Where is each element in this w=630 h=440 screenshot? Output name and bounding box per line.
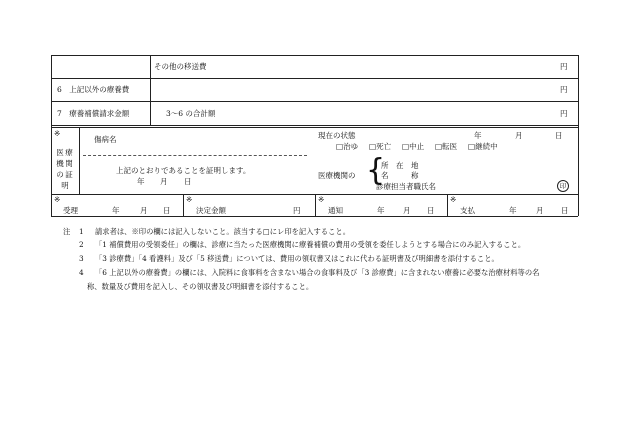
status-month: 月	[515, 131, 523, 140]
side-char: の	[56, 170, 64, 179]
payment-year: 年	[509, 206, 517, 215]
notice-year: 年	[377, 206, 385, 215]
note-3: 「3 診療費」「4 看護料」及び「5 移送費」については、費用の領収書又はこれに代わる証明書及び明細書を添付すること。	[95, 254, 499, 263]
side-char: 関	[65, 159, 73, 168]
side-char: 明	[61, 181, 69, 190]
address-label: 所 在 地	[381, 161, 419, 170]
check-cured[interactable]: □治ゆ	[336, 142, 359, 151]
seal-mark: 印	[557, 180, 569, 192]
institution-label: 医療機関の	[318, 171, 356, 180]
side-char: 医	[56, 148, 64, 157]
side-char: 機	[56, 159, 64, 168]
check-transfer[interactable]: □転医	[435, 142, 458, 151]
decision-mark: ※	[186, 195, 193, 204]
status-year: 年	[474, 131, 482, 140]
receipt-day: 日	[163, 206, 171, 215]
payment-day: 日	[561, 206, 569, 215]
doctor-label: 診療担当者職氏名	[376, 182, 436, 191]
receipt-mark: ※	[54, 195, 61, 204]
check-died[interactable]: □死亡	[369, 142, 392, 151]
note-1-number: 1	[79, 227, 84, 236]
notice-day: 日	[427, 206, 435, 215]
notice-mark: ※	[318, 195, 325, 204]
cert-month: 月	[160, 177, 168, 186]
decision-yen: 円	[293, 206, 301, 215]
note-3-number: 3	[79, 254, 84, 263]
row7-desc: 3〜6 の合計額	[166, 109, 216, 118]
notice-month: 月	[403, 206, 411, 215]
cert-day: 日	[184, 177, 192, 186]
note-4-line1: 「6 上記以外の療養費」の欄には、入院料に食事料を含まない場合の食事料及び「3 診療費」に含まれない療養に必要な治療材料等の名	[95, 268, 540, 277]
injury-label: 傷病名	[94, 135, 117, 144]
cert-statement: 上記のとおりであることを証明します。	[116, 166, 251, 175]
row6-label: 6 上記以外の療養費	[57, 85, 130, 94]
payment-label: 支払	[460, 206, 475, 215]
side-char: 証	[65, 170, 73, 179]
other-transport-yen: 円	[560, 62, 568, 71]
receipt-month: 月	[140, 206, 148, 215]
row7-label: 7 療養補償請求金額	[57, 109, 130, 118]
status-day: 日	[555, 131, 563, 140]
name-label: 名 称	[381, 171, 419, 180]
cert-mark: ※	[54, 129, 61, 138]
cert-year: 年	[137, 177, 145, 186]
payment-mark: ※	[450, 195, 457, 204]
note-4-number: 4	[79, 268, 84, 277]
row6-yen: 円	[560, 85, 568, 94]
status-label: 現在の状態	[318, 131, 356, 140]
note-4-line2: 称、数量及び費用を記入し、その領収書及び明細書を添付すること。	[87, 282, 314, 291]
notes-heading: 注	[63, 227, 71, 236]
notice-label: 通知	[328, 206, 343, 215]
other-transport-label: その他の移送費	[154, 62, 207, 71]
decision-label: 決定金額	[196, 206, 226, 215]
row7-yen: 円	[560, 109, 568, 118]
side-char: 療	[65, 148, 73, 157]
payment-month: 月	[536, 206, 544, 215]
check-continuing[interactable]: □継続中	[468, 142, 498, 151]
brace-icon: {	[366, 153, 386, 188]
note-2: 「1 補償費用の受領委任」の欄は、診療に当たった医療機関に療養補償の費用の受領を委任しようとする場合にのみ記入すること。	[95, 240, 526, 249]
receipt-year: 年	[112, 206, 120, 215]
receipt-label: 受理	[63, 206, 78, 215]
note-2-number: 2	[79, 240, 84, 249]
note-1: 請求者は、※印の欄には記入しないこと。該当する□にレ印を記入すること。	[95, 227, 350, 236]
check-stopped[interactable]: □中止	[402, 142, 425, 151]
